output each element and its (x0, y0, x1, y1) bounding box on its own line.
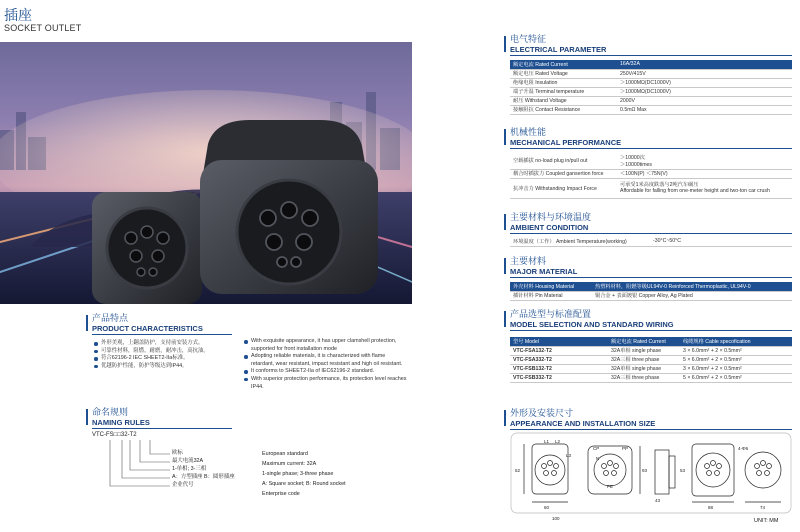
table-row: 耦合时插拔力 Coupled gansertion force ＜100N(P) ＜75N(V) (510, 169, 792, 178)
dim-label: 93 (642, 468, 648, 473)
dim-label: N (596, 456, 600, 461)
table-row: 空载插拔 no-load plug in/pull out ＞10000次 ＞10000times (510, 153, 792, 169)
model-heading-cn: 产品选型与标准配置 (510, 309, 592, 319)
material-heading-cn: 主要材料 (510, 256, 547, 266)
characteristics-heading-cn: 产品特点 (92, 313, 129, 323)
naming-heading-cn: 命名规则 (92, 407, 129, 417)
table-row: 接触阻抗 Contact Resistance 0.5mΩ Max (510, 105, 792, 114)
dim-label: 60 (544, 505, 550, 510)
mechanical-heading (510, 127, 621, 147)
divider (510, 277, 792, 278)
dim-label: 100 (552, 516, 560, 521)
list-item: Adopting reliable materials, it is characterized with flame retardant, wear resistant, impact resistant and high oil resistant. (244, 353, 408, 368)
hero-image (0, 42, 412, 304)
naming-cn-1: 最大电流32A (172, 458, 204, 464)
table-row: VTC-FSB332-T2 32A三相 three phase 5 × 6.0mm² + 2 × 0.5mm² (510, 373, 792, 382)
electrical-table (510, 60, 792, 115)
socket-photo (0, 42, 412, 304)
ambient-heading (510, 212, 591, 232)
material-heading (510, 256, 577, 276)
characteristics-heading (92, 313, 203, 333)
divider (92, 334, 232, 335)
dim-label: 74 (760, 505, 766, 510)
dimensions-heading-cn: 外形及安装尺寸 (510, 408, 574, 418)
dim-label: PP (622, 446, 629, 451)
naming-en-0: European standard (262, 451, 308, 457)
dim-label: 43 (655, 498, 661, 503)
divider (510, 330, 792, 331)
naming-cn-2: 1-单相; 3-三相 (172, 466, 207, 472)
divider (510, 429, 792, 430)
naming-en-2: 1-single phase; 3-three phase (262, 471, 334, 477)
table-row: 抗冲击力 Withstanding Impact Force 可承受1米高度跌落与2吨汽车碾压 Affordable for falling from one-meter height and two-ton car crush (510, 178, 792, 198)
naming-heading (92, 407, 150, 427)
characteristics-list-en (244, 338, 408, 391)
naming-en-1: Maximum current: 32A (262, 461, 317, 467)
mechanical-table (510, 153, 792, 199)
naming-code: VTC-FS□□32-T2 (92, 432, 137, 438)
list-item: 符合62196-2 IEC SHEET2-IIa标准。 (94, 355, 240, 363)
table-row: 外壳材料 Housing Material 热塑料材料，阻燃等级UL94V-0 Reinforced Thermoplastic, UL94V-0 (510, 282, 792, 291)
ambient-table (510, 237, 792, 247)
table-row: 额定电流 Rated Current 16A/32A (510, 60, 792, 69)
naming-cn-3: A：方型插座 B：圆形插座 (172, 474, 235, 480)
list-item: It conforms to SHEET2-IIa of IEC62196-2 standard. (244, 368, 408, 376)
ambient-heading-cn: 主要材料与环境温度 (510, 212, 592, 222)
table-row: 绝缘电阻 Insulation ＞1000MΩ(DC1000V) (510, 78, 792, 87)
dim-label: L3 (566, 453, 572, 458)
dimensions-heading-en: APPEARANCE AND INSTALLATION SIZE (510, 419, 656, 428)
material-table (510, 282, 792, 301)
electrical-heading-en: ELECTRICAL PARAMETER (510, 45, 607, 54)
characteristics-heading-en: PRODUCT CHARACTERISTICS (92, 324, 203, 333)
divider (92, 428, 232, 429)
naming-cn-4: 企业代号 (172, 482, 194, 488)
table-row: VTC-FSA332-T2 32A三相 three phase 5 × 6.0mm² + 2 × 0.5mm² (510, 355, 792, 364)
list-item: 可靠性材料，阻燃，耐磨，耐冲击，高抗油。 (94, 348, 240, 356)
dimensions-heading (510, 408, 655, 428)
page-title: 插座 (4, 7, 32, 23)
unit-label: UNIT: MM (754, 518, 779, 524)
dim-label: 52 (515, 468, 521, 473)
small-socket (92, 192, 202, 304)
electrical-heading-cn: 电气特征 (510, 34, 547, 44)
table-row: 型号 Model 额定电流 Rated Current 线缆规格 Cable specofication (510, 337, 792, 346)
divider (510, 148, 792, 149)
dim-label: L1 (544, 439, 550, 444)
list-item: 优越防护性能，防护等级达到IP44。 (94, 363, 240, 371)
electrical-heading (510, 34, 606, 54)
divider (510, 233, 792, 234)
characteristics-list-cn (94, 340, 240, 370)
mechanical-heading-en: MECHANICAL PERFORMANCE (510, 138, 622, 147)
table-row: 插针材料 Pin Material 铜合金 + 表面镀银 Copper Alloy, Ag Plated (510, 291, 792, 300)
table-row: VTC-FSA132-T2 32A单相 single phase 3 × 6.0mm² + 2 × 0.5mm² (510, 346, 792, 355)
model-heading (510, 309, 674, 329)
divider (510, 55, 792, 56)
table-row: VTC-FSB132-T2 32A单相 single phase 3 × 6.0mm² + 2 × 0.5mm² (510, 364, 792, 373)
table-row: 环境温度（工作） Ambient Temperature(working) -30°C~50°C (510, 237, 792, 246)
table-row: 耐压 Withstand Voltage 2000V (510, 96, 792, 105)
ambient-heading-en: AMBIENT CONDITION (510, 223, 589, 232)
model-heading-en: MODEL SELECTION AND STANDARD WIRING (510, 320, 674, 329)
dim-label: PE (607, 484, 614, 489)
dimension-drawing (510, 432, 792, 530)
dim-label: 4-Φ6 (738, 446, 749, 451)
naming-en-3: A: Square socket; B: Round socket (262, 481, 346, 487)
table-row: 额定电压 Rated Voltage 250V/415V (510, 69, 792, 78)
list-item: 外形美观，上翻盖防护，支持前安装方式。 (94, 340, 240, 348)
dim-label: L2 (555, 439, 561, 444)
mechanical-heading-cn: 机械性能 (510, 127, 547, 137)
list-item: With superior protection performance, its protection level reaches IP44. (244, 376, 408, 391)
page-subtitle: SOCKET OUTLET (4, 23, 82, 33)
naming-heading-en: NAMING RULES (92, 418, 150, 427)
naming-bracket-lines (100, 440, 172, 500)
dim-label: CP (593, 446, 600, 451)
naming-en-4: Enterprise code (262, 491, 300, 497)
list-item: With exquisite appearance, it has upper clamshell protection, supported for front installation mode (244, 338, 408, 353)
naming-cn-0: 欧标 (172, 450, 183, 456)
model-table (510, 337, 792, 383)
dim-label: 88 (708, 505, 714, 510)
material-heading-en: MAJOR MATERIAL (510, 267, 578, 276)
dim-label: 53 (680, 468, 686, 473)
large-socket (200, 120, 378, 294)
table-row: 端子升温 Terminal temperature ＞1000MΩ(DC1000V) (510, 87, 792, 96)
